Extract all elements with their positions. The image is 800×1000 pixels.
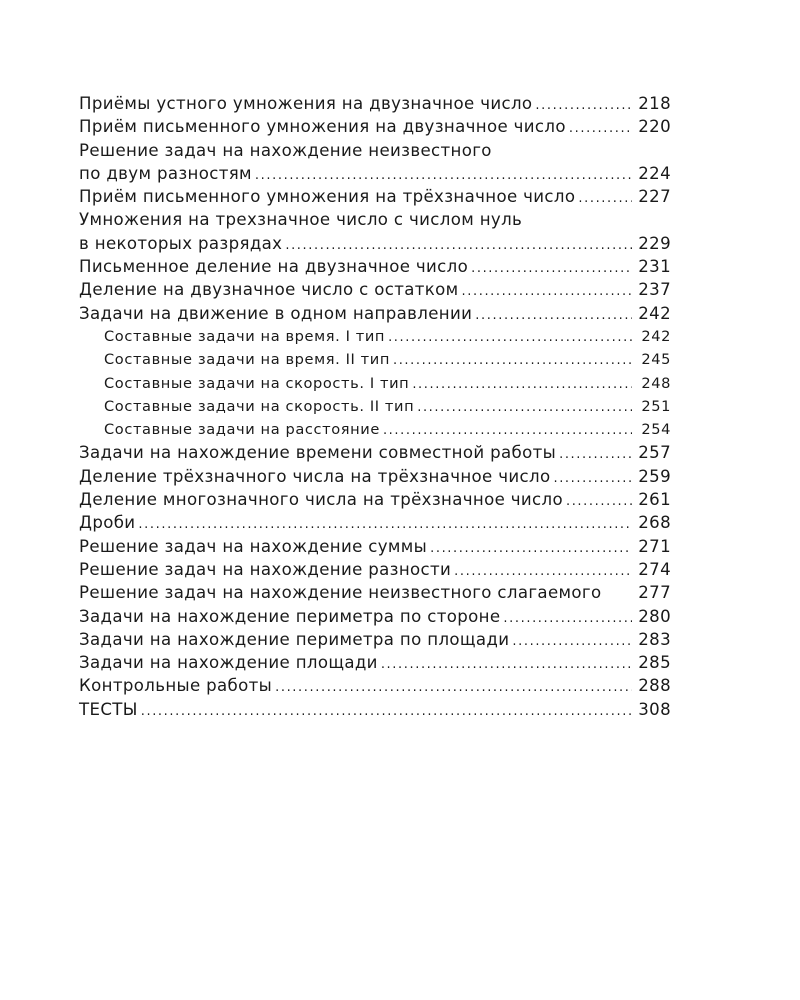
toc-entry-page-number: 261 xyxy=(638,490,671,510)
toc-entry xyxy=(79,162,671,185)
toc-entry-page-number: 285 xyxy=(638,653,671,673)
toc-entry xyxy=(79,558,671,581)
toc-entry-title: Составные задачи на расстояние xyxy=(104,421,380,439)
toc-entry-title: в некоторых разрядах xyxy=(79,233,283,253)
toc-entry-page-number: 283 xyxy=(638,629,671,649)
dot-leader xyxy=(285,234,632,257)
dot-leader xyxy=(412,373,632,396)
toc-entry-title: Составные задачи на скорость. I тип xyxy=(104,374,410,392)
toc-subentry xyxy=(79,395,671,418)
toc-subentry xyxy=(79,348,671,371)
dot-leader xyxy=(569,117,632,140)
toc-entry-title: Решение задач на нахождение суммы xyxy=(79,536,428,556)
toc-entry-title-line1: Умножения на трехзначное число с числом нуль xyxy=(79,210,523,230)
toc-entry-page-number: 237 xyxy=(638,280,671,300)
toc-entry-page-number: 254 xyxy=(641,421,671,439)
toc-entry xyxy=(79,232,671,255)
toc-entry-title: ТЕСТЫ xyxy=(79,699,138,719)
toc-entry-page-number: 231 xyxy=(638,257,671,277)
toc-entry-page-number: 220 xyxy=(638,117,671,137)
toc-entry xyxy=(79,255,671,278)
toc-entry-page-number: 218 xyxy=(638,94,671,113)
toc-entry-title: Деление трёхзначного числа на трёхзначное число xyxy=(79,466,551,486)
toc-entry-page-number: 242 xyxy=(641,327,671,345)
toc-entry-title: Решение задач на нахождение разности xyxy=(79,559,452,579)
toc-entry-title: Решение задач на нахождение неизвестного слагаемого xyxy=(79,583,602,603)
toc-entry-page-number: 308 xyxy=(638,699,671,719)
toc-entry-title-line1: Решение задач на нахождение неизвестного xyxy=(79,140,492,160)
toc-entry-page-number: 242 xyxy=(638,303,671,323)
toc-entry xyxy=(79,185,671,208)
toc-entry-page-number: 248 xyxy=(641,374,671,392)
toc-entry xyxy=(79,581,671,604)
toc-entry-page-number: 268 xyxy=(638,513,671,533)
dot-leader xyxy=(559,443,632,466)
toc-entry-page-number: 288 xyxy=(638,676,671,696)
toc-entry-title: Деление на двузначное число с остатком xyxy=(79,280,459,300)
dot-leader xyxy=(255,164,632,187)
toc-entry-page-number: 280 xyxy=(638,606,671,626)
toc-entry xyxy=(79,674,671,697)
toc-entry-title: Приём письменного умножения на трёхзначное число xyxy=(79,187,576,207)
toc-entry-title: Приёмы устного умножения на двузначное число xyxy=(79,94,533,113)
toc-entry-page-number: 224 xyxy=(638,163,671,183)
toc-entry-title: Составные задачи на время. II тип xyxy=(104,351,390,369)
dot-leader xyxy=(471,257,632,280)
toc-entry xyxy=(79,441,671,464)
toc-entry-page-number: 251 xyxy=(641,397,671,415)
toc-entry xyxy=(79,488,671,511)
dot-leader xyxy=(553,467,632,490)
dot-leader xyxy=(275,676,632,699)
dot-leader xyxy=(383,419,632,442)
dot-leader xyxy=(141,700,632,723)
toc-entry-title: Задачи на нахождение периметра по стороне xyxy=(79,606,501,626)
toc-entry-page-number: 229 xyxy=(638,233,671,253)
toc-entry-page-number: 259 xyxy=(638,466,671,486)
toc-entry xyxy=(79,651,671,674)
toc-entry-title: Задачи на нахождение периметра по площади xyxy=(79,629,510,649)
toc-entry-title: Деление многозначного числа на трёхзначное число xyxy=(79,490,563,510)
toc-entry-title: по двум разностям xyxy=(79,163,252,183)
toc-entry-page-number: 245 xyxy=(641,351,671,369)
dot-leader xyxy=(417,396,632,419)
toc-entry xyxy=(79,465,671,488)
toc-subentry xyxy=(79,418,671,441)
dot-leader xyxy=(388,326,632,349)
toc-entry xyxy=(79,302,671,325)
toc-entry-page-number: 257 xyxy=(638,443,671,463)
dot-leader xyxy=(381,653,632,676)
toc-entry-title: Составные задачи на скорость. II тип xyxy=(104,397,415,415)
toc-subentry xyxy=(79,372,671,395)
toc-entry-page-number: 274 xyxy=(638,559,671,579)
table-of-contents xyxy=(79,92,671,721)
toc-entry-title: Задачи на нахождение площади xyxy=(79,653,378,673)
toc-entry xyxy=(79,605,671,628)
toc-entry xyxy=(79,278,671,301)
toc-entry-title: Дроби xyxy=(79,513,136,533)
toc-entry-title: Задачи на нахождение времени совместной работы xyxy=(79,443,557,463)
dot-leader xyxy=(578,187,632,210)
dot-leader xyxy=(454,560,632,583)
toc-entry xyxy=(79,511,671,534)
dot-leader xyxy=(512,630,632,653)
dot-leader xyxy=(566,490,632,513)
dot-leader xyxy=(138,513,632,536)
dot-leader xyxy=(393,349,632,372)
toc-entry xyxy=(79,115,671,138)
toc-entry-title: Приём письменного умножения на двузначное число xyxy=(79,117,566,137)
toc-entry-page-number: 227 xyxy=(638,187,671,207)
toc-entry xyxy=(79,535,671,558)
toc-entry-title: Задачи на движение в одном направлении xyxy=(79,303,473,323)
toc-entry-title: Составные задачи на время. I тип xyxy=(104,327,386,345)
toc-entry xyxy=(79,698,671,721)
toc-subentry xyxy=(79,325,671,348)
toc-entry xyxy=(79,628,671,651)
dot-leader xyxy=(430,537,632,560)
dot-leader xyxy=(475,304,632,327)
toc-entry-title: Письменное деление на двузначное число xyxy=(79,257,469,277)
dot-leader xyxy=(503,607,632,630)
toc-entry-page-number: 277 xyxy=(638,583,671,603)
toc-entry-page-number: 271 xyxy=(638,536,671,556)
dot-leader xyxy=(462,280,632,303)
toc-entry-title: Контрольные работы xyxy=(79,676,273,696)
toc-entry xyxy=(79,92,671,115)
dot-leader xyxy=(535,94,632,117)
